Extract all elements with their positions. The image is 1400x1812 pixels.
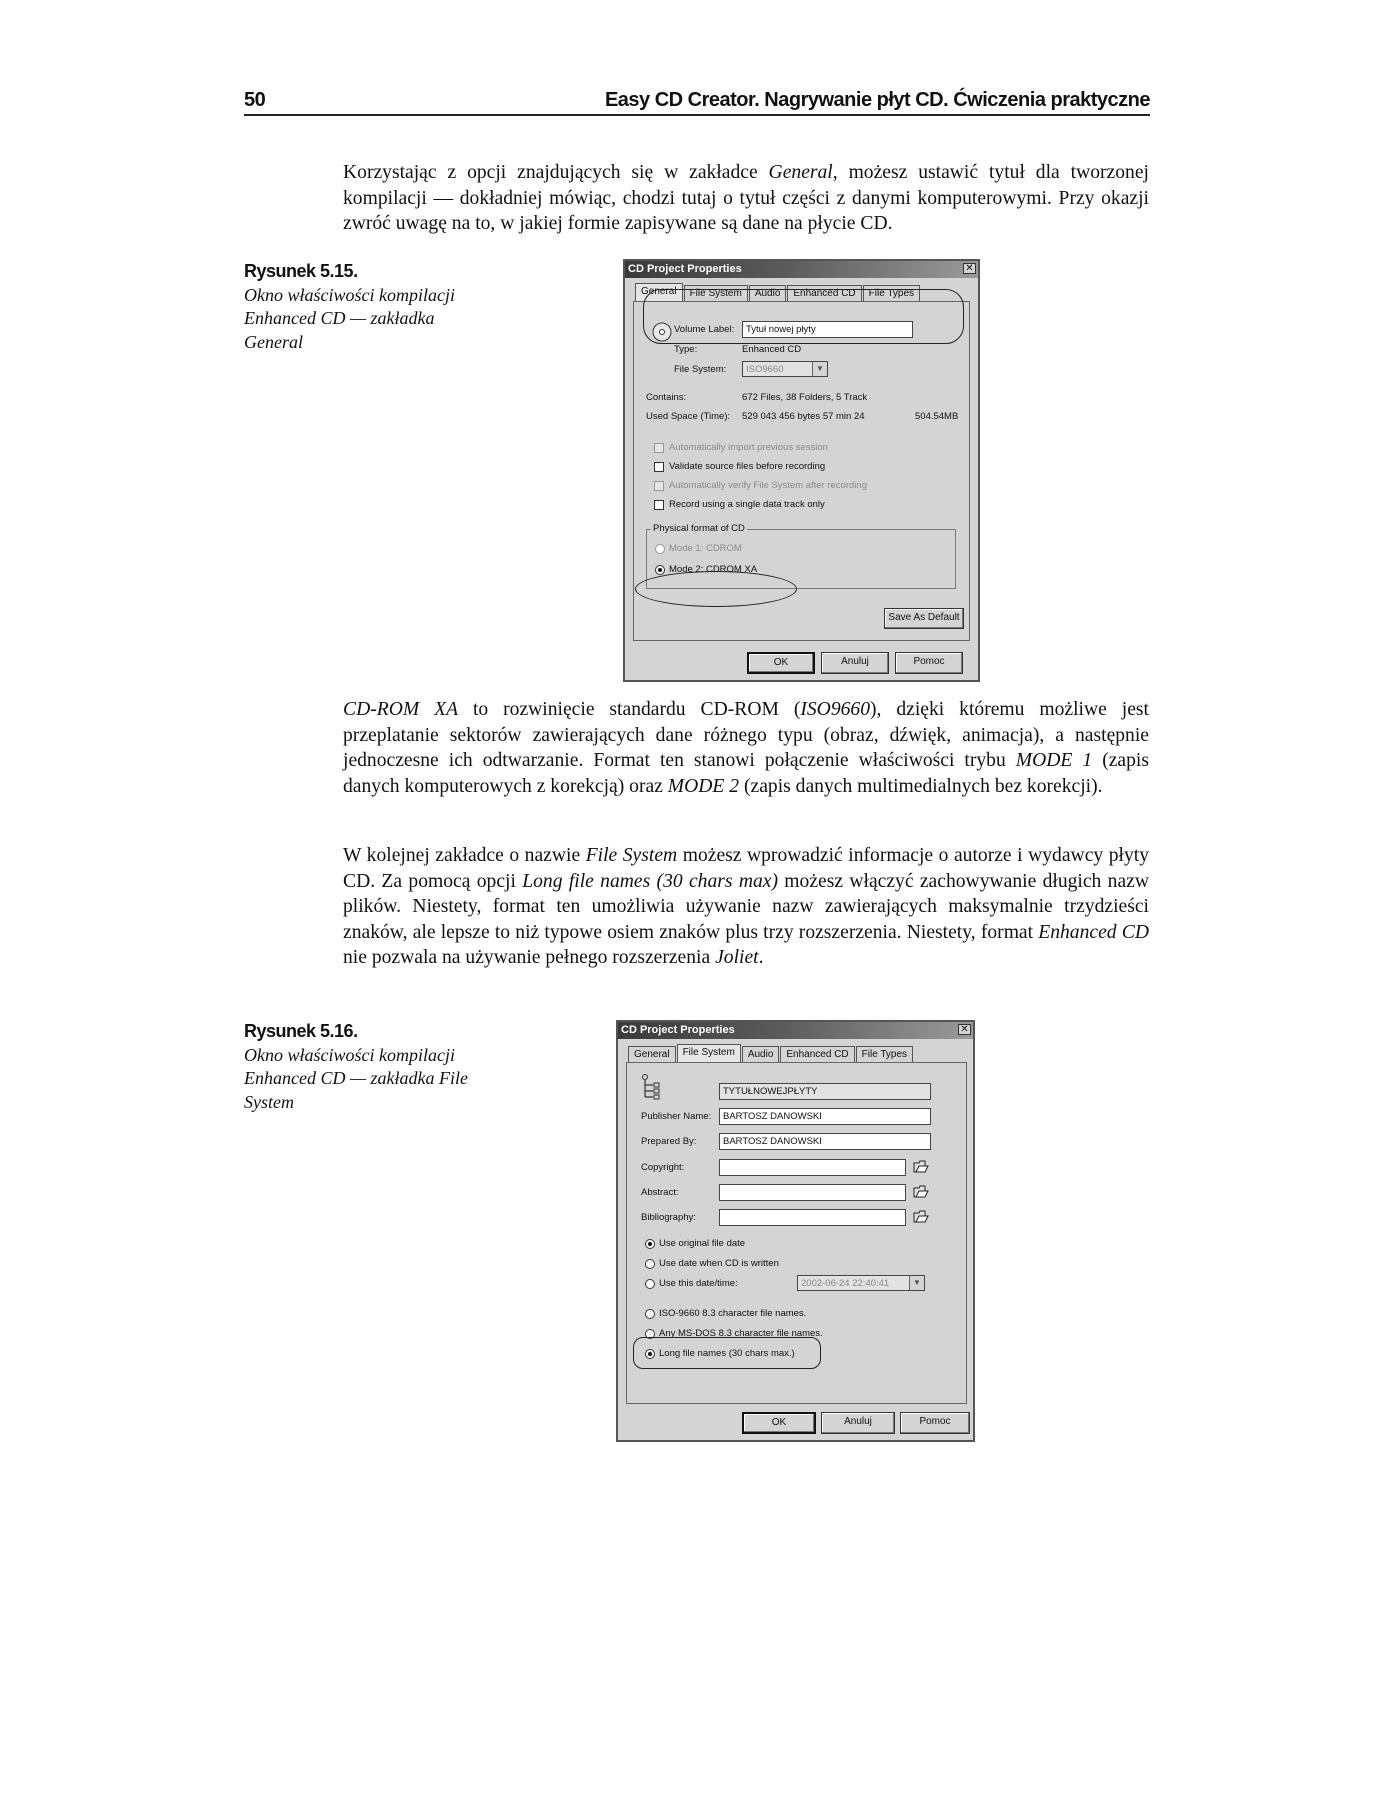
page-number: 50 bbox=[244, 89, 266, 111]
close-icon[interactable]: ✕ bbox=[958, 1024, 971, 1035]
date-custom-radio[interactable] bbox=[645, 1279, 655, 1289]
browse-folder-icon[interactable] bbox=[913, 1184, 929, 1199]
figure-1-title: Rysunek 5.15. bbox=[244, 261, 358, 281]
name-long-label: Long file names (30 chars max.) bbox=[659, 1348, 795, 1359]
mode2-radio[interactable] bbox=[655, 565, 665, 575]
figure-1-description: Okno właściwości kompilacji Enhanced CD — zakładka General bbox=[244, 284, 455, 352]
auto-verify-label: Automatically verify File System after recording bbox=[669, 480, 867, 491]
date-time-picker[interactable] bbox=[797, 1275, 925, 1291]
copyright-input[interactable] bbox=[719, 1159, 906, 1176]
save-as-default-button[interactable]: Save As Default bbox=[884, 608, 964, 629]
abstract-label: Abstract: bbox=[641, 1187, 679, 1198]
dialog-titlebar bbox=[618, 1022, 973, 1039]
paragraph-2: CD-ROM XA to rozwinięcie standardu CD-ROM (ISO9660), dzięki któremu możliwe jest przeplatanie sektorów zawierających dane różnego typu (obraz, dźwięk, animacja), a następnie jednoczesne ich odtwarzanie. Format ten stanowi połączenie właściwości trybu MODE 1 (zapis danych komputerowych z korekcją) oraz MODE 2 (zapis danych multimedialnych bez korekcji). bbox=[343, 699, 1149, 797]
date-custom-label: Use this date/time: bbox=[659, 1278, 738, 1289]
abstract-input[interactable] bbox=[719, 1184, 906, 1201]
auto-import-label: Automatically import previous session bbox=[669, 442, 828, 453]
tab-audio[interactable]: Audio bbox=[742, 1046, 780, 1063]
publisher-label: Publisher Name: bbox=[641, 1111, 712, 1122]
annotation-volume-outline bbox=[643, 289, 964, 344]
help-button[interactable]: Pomoc bbox=[900, 1412, 970, 1434]
used-space-size: 504.54MB bbox=[915, 411, 959, 422]
tab-file-system[interactable]: File System bbox=[684, 285, 748, 302]
cd-properties-dialog-general bbox=[623, 259, 980, 682]
cancel-button[interactable]: Anuluj bbox=[821, 652, 889, 674]
running-header bbox=[244, 82, 1150, 116]
validate-label: Validate source files before recording bbox=[669, 461, 826, 472]
prepared-by-label: Prepared By: bbox=[641, 1136, 697, 1147]
dialog-titlebar bbox=[625, 261, 978, 278]
contains-label: Contains: bbox=[646, 392, 687, 403]
help-button[interactable]: Pomoc bbox=[895, 652, 963, 674]
physical-format-legend: Physical format of CD bbox=[653, 523, 745, 534]
bibliography-label: Bibliography: bbox=[641, 1212, 696, 1223]
mode2-label: Mode 2: CDROM XA bbox=[669, 564, 758, 575]
tab-enhanced-cd[interactable]: Enhanced CD bbox=[780, 1046, 854, 1063]
tab-audio[interactable]: Audio bbox=[749, 285, 787, 302]
annotation-mode2-ellipse bbox=[635, 571, 797, 607]
mode1-radio[interactable] bbox=[655, 544, 665, 554]
cancel-button[interactable]: Anuluj bbox=[821, 1412, 895, 1434]
browse-folder-icon[interactable] bbox=[913, 1209, 929, 1224]
used-space-label: Used Space (Time): bbox=[646, 411, 731, 422]
file-system-select[interactable] bbox=[742, 361, 828, 377]
type-value: Enhanced CD bbox=[742, 344, 802, 355]
figure-2-description: Okno właściwości kompilacji Enhanced CD — zakładka File System bbox=[244, 1044, 468, 1112]
figure-1-caption bbox=[244, 260, 474, 354]
ok-button[interactable]: OK bbox=[742, 1412, 816, 1434]
copyright-label: Copyright: bbox=[641, 1162, 685, 1173]
name-msdos-label: Any MS-DOS 8.3 character file names. bbox=[659, 1328, 823, 1339]
prepared-by-input[interactable]: BARTOSZ DANOWSKI bbox=[719, 1133, 931, 1150]
date-original-radio[interactable] bbox=[645, 1239, 655, 1249]
dialog-title: CD Project Properties bbox=[628, 263, 742, 275]
figure-2-title: Rysunek 5.16. bbox=[244, 1021, 358, 1041]
paragraph-1: Korzystając z opcji znajdujących się w zakładce General, możesz ustawić tytuł dla tworzonej kompilacji — dokładniej mówiąc, chodzi tutaj o tytuł części z danymi komputerowymi. Przy okazji zwróć uwagę na to, w jakiej formie zapisywane są dane na płycie CD. bbox=[343, 162, 1149, 235]
volume-name-field[interactable]: TYTUŁNOWEJPŁYTY bbox=[719, 1083, 931, 1100]
date-written-radio[interactable] bbox=[645, 1259, 655, 1269]
auto-import-checkbox[interactable] bbox=[654, 443, 664, 453]
file-system-label: File System: bbox=[674, 364, 727, 375]
tab-general[interactable]: General bbox=[628, 1046, 676, 1063]
single-track-label: Record using a single data track only bbox=[669, 499, 825, 510]
chevron-down-icon[interactable]: ▼ bbox=[812, 362, 827, 376]
tab-file-types[interactable]: File Types bbox=[863, 285, 920, 302]
name-iso-radio[interactable] bbox=[645, 1309, 655, 1319]
tab-file-types[interactable]: File Types bbox=[856, 1046, 913, 1063]
bibliography-input[interactable] bbox=[719, 1209, 906, 1226]
paragraph-3: W kolejnej zakładce o nazwie File System możesz wprowadzić informacje o autorze i wydawcy płyty CD. Za pomocą opcji Long file names (30 chars max) możesz włączyć zachowywanie długich nazw plików. Niestety, format ten umożliwia używanie nazw zawierających maksymalnie trzydzieści znaków, ale lepsze to niż typowe osiem znaków plus trzy rozszerzenia. Niestety, format Enhanced CD nie pozwala na używanie pełnego rozszerzenia Joliet. bbox=[343, 845, 1150, 969]
browse-folder-icon[interactable] bbox=[913, 1159, 929, 1174]
ok-button[interactable]: OK bbox=[747, 652, 815, 674]
validate-checkbox[interactable] bbox=[654, 462, 664, 472]
tab-general[interactable]: General bbox=[635, 283, 683, 302]
type-label: Type: bbox=[674, 344, 698, 355]
publisher-input[interactable]: BARTOSZ DANOWSKI bbox=[719, 1108, 931, 1125]
dialog-title: CD Project Properties bbox=[621, 1024, 735, 1036]
annotation-long-names-outline bbox=[633, 1337, 821, 1369]
file-system-tab-panel bbox=[626, 1062, 967, 1404]
mode1-label: Mode 1: CDROM bbox=[669, 543, 742, 554]
single-track-checkbox[interactable] bbox=[654, 500, 664, 510]
used-space-value: 529 043 456 bytes 57 min 24 bbox=[742, 411, 865, 422]
date-original-label: Use original file date bbox=[659, 1238, 746, 1249]
file-system-value: ISO9660 bbox=[746, 364, 784, 375]
tab-file-system[interactable]: File System bbox=[677, 1044, 741, 1063]
folder-tree-icon bbox=[641, 1073, 663, 1101]
contains-value: 672 Files, 38 Folders, 5 Track bbox=[742, 392, 868, 403]
cd-properties-dialog-file-system bbox=[616, 1020, 975, 1442]
chevron-down-icon[interactable]: ▼ bbox=[909, 1276, 924, 1290]
close-icon[interactable]: ✕ bbox=[963, 263, 976, 274]
volume-label-input[interactable]: Tytuł nowej płyty bbox=[742, 321, 913, 338]
date-written-label: Use date when CD is written bbox=[659, 1258, 779, 1269]
tab-enhanced-cd[interactable]: Enhanced CD bbox=[787, 285, 861, 302]
auto-verify-checkbox[interactable] bbox=[654, 481, 664, 491]
figure-2-caption bbox=[244, 1020, 474, 1114]
date-time-value: 2002-06-24 22:40:41 bbox=[801, 1278, 890, 1289]
volume-label-label: Volume Label: bbox=[674, 324, 735, 335]
name-iso-label: ISO-9660 8.3 character file names. bbox=[659, 1308, 807, 1319]
running-title: Easy CD Creator. Nagrywanie płyt CD. Ćwiczenia praktyczne bbox=[604, 89, 1150, 111]
